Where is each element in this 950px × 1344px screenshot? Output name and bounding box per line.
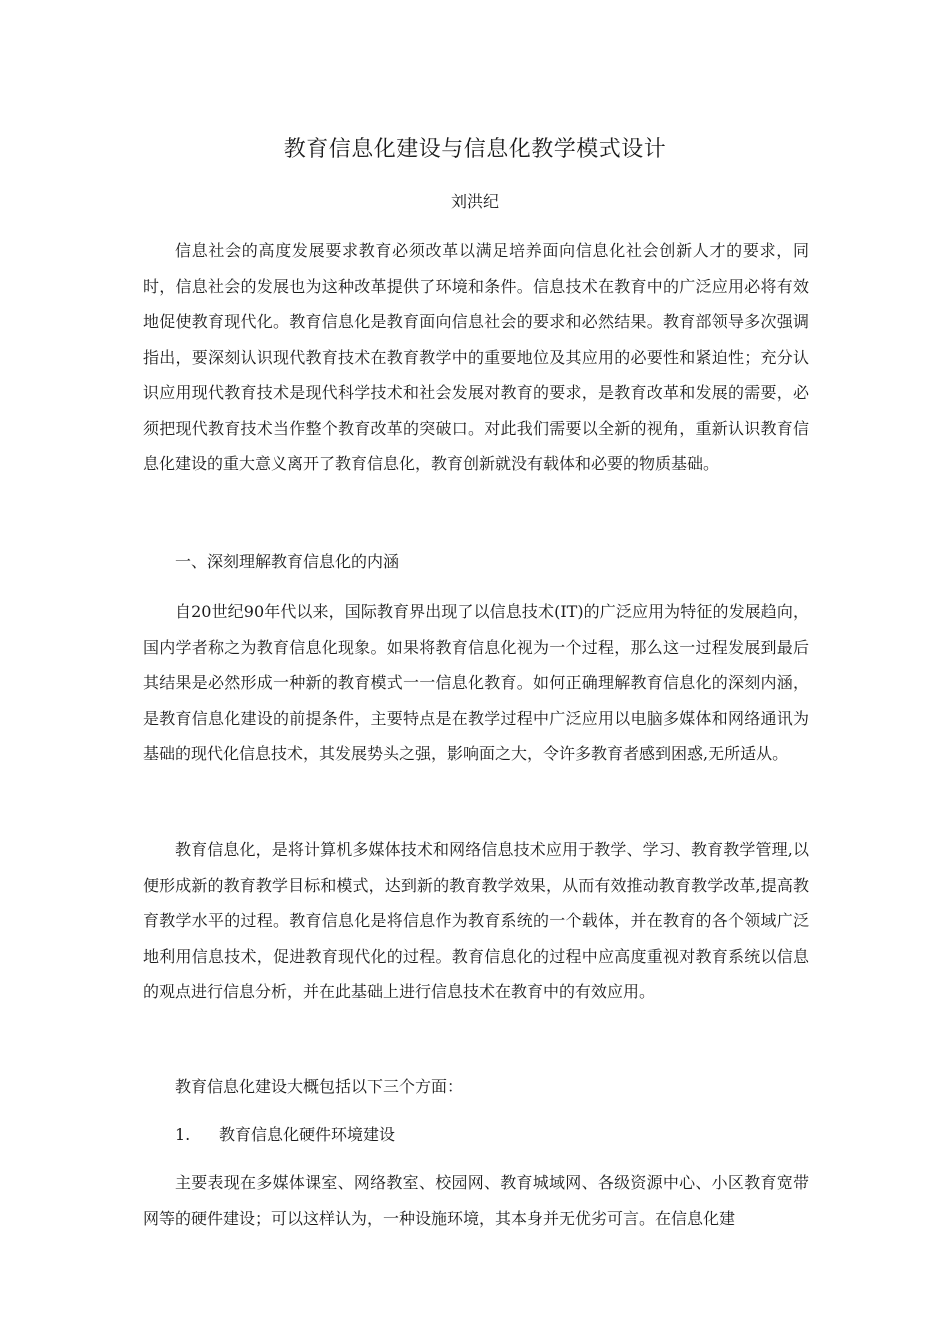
body-paragraph-1: 信息社会的高度发展要求教育必须改革以满足培养面向信息化社会创新人才的要求，同时，信息社会的发展也为这种改革提供了环境和条件。信息技术在教育中的广泛应用必将有效地促使教育现代化。教育信息化是教育面向信息社会的要求和必然结果。教育部领导多次强调指出，要深刻认识现代教育技术在教育教学中的重要地位及其应用的必要性和紧迫性；充分认识应用现代教育技术是现代科学技术和社会发展对教育的要求，是教育改革和发展的需要，必须把现代教育技术当作整个教育改革的突破口。对此我们需要以全新的视角，重新认识教育信息化建设的重大意义离开了教育信息化，教育创新就没有载体和必要的物质基础。 (143, 241, 809, 473)
document-author: 刘洪纪 (450, 192, 499, 211)
list-item-heading-text: 教育信息化硬件环境建设 (219, 1125, 396, 1144)
body-paragraph-5: 主要表现在多媒体课室、网络教室、校园网、教育城域网、各级资源中心、小区教育宽带网等的硬件建设；可以这样认为，一种设施环境，其本身并无优劣可言。在信息化建 (143, 1173, 809, 1228)
body-paragraph-4: 教育信息化建设大概包括以下三个方面： (175, 1077, 464, 1096)
list-item-number: 1. (175, 1125, 191, 1144)
list-item-heading-1 (175, 1120, 395, 1150)
body-paragraph-2: 自20世纪90年代以来，国际教育界出现了以信息技术(IT)的广泛应用为特征的发展趋向，国内学者称之为教育信息化现象。如果将教育信息化视为一个过程，那么这一过程发展到最后其结果是必然形成一种新的教育模式一一信息化教育。如何正确理解教育信息化的深刻内涵，是教育信息化建设的前提条件，主要特点是在教学过程中广泛应用以电脑多媒体和网络通讯为基础的现代化信息技术，其发展势头之强，影响面之大，令许多教育者感到困惑,无所适从。 (143, 602, 809, 763)
body-paragraph-3: 教育信息化，是将计算机多媒体技术和网络信息技术应用于教学、学习、教育教学管理,以便形成新的教育教学目标和模式，达到新的教育教学效果，从而有效推动教育教学改革,提高教育教学水平的过程。教育信息化是将信息作为教育系统的一个载体，并在教育的各个领域广泛地利用信息技术，促进教育现代化的过程。教育信息化的过程中应高度重视对教育系统以信息的观点进行信息分析，并在此基础上进行信息技术在教育中的有效应用。 (143, 840, 809, 1001)
document-title: 教育信息化建设与信息化教学模式设计 (283, 137, 667, 162)
section-heading-1: 一、深刻理解教育信息化的内涵 (175, 552, 400, 571)
